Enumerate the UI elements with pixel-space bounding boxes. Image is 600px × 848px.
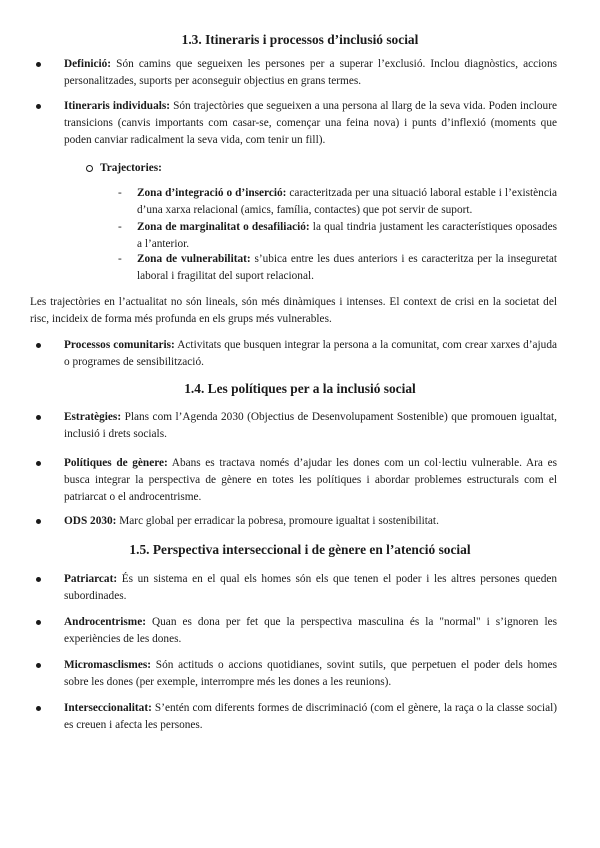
bullet-icon xyxy=(36,519,41,524)
definition: Marc global per erradicar la pobresa, promoure igualtat i sostenibilitat. xyxy=(116,515,439,527)
bullet-androcentrisme xyxy=(53,614,557,648)
term: Definició: xyxy=(64,58,112,70)
definition: Abans es tractava només d’ajudar les dones com un col·lectiu vulnerable. Ara es busca integrar la perspectiva de gènere en totes les polítiques i abordar problemes estructurals com el patriarcat o el androcentrisme. xyxy=(64,457,557,503)
dash-icon: - xyxy=(118,253,122,265)
term: Itineraris individuals: xyxy=(64,100,171,112)
zone-vulnerabilitat xyxy=(118,251,557,285)
term: Interseccionalitat: xyxy=(64,702,152,714)
bullet-interseccionalitat xyxy=(53,700,557,734)
definition: Són trajectòries que segueixen a una persona al llarg de la seva vida. Poden incloure transicions (canvis importants com casar-se, començar una feina nova) i punts d’inflexió (moments que poden canviar radicalment la seva vida, com tenir un fill). xyxy=(64,100,557,146)
sub-heading: Trajectories: xyxy=(100,162,162,174)
bullet-icon xyxy=(36,663,41,668)
term: Estratègies: xyxy=(64,411,122,423)
bullet-icon xyxy=(36,343,41,348)
term: Zona de marginalitat o desafiliació: xyxy=(137,221,310,233)
definition: Són actituds o accions quotidianes, sovint sutils, que perpetuen el poder dels homes sobre les dones (per exemple, interrompre més les dones a les reunions). xyxy=(64,659,557,688)
paragraph-trajectories: Les trajectòries en l’actualitat no són lineals, són més dinàmiques i intenses. El context de crisi en la societat del risc, incideix de forma més profunda en els grups més vulnerables. xyxy=(30,296,557,325)
bullet-icon xyxy=(36,706,41,711)
zone-marginalitat xyxy=(118,219,557,253)
definition: Activitats que busquen integrar la persona a la comunitat, com crear xarxes d’ajuda o programes de sensibilització. xyxy=(64,339,557,368)
circle-bullet-icon xyxy=(86,165,93,172)
bullet-icon xyxy=(36,620,41,625)
dash-icon: - xyxy=(118,221,122,233)
bullet-micromasclismes xyxy=(53,657,557,691)
bullet-icon xyxy=(36,104,41,109)
definition: Plans com l’Agenda 2030 (Objectius de Desenvolupament Sostenible) que promouen igualtat, inclusió i drets socials. xyxy=(64,411,557,440)
dash-icon: - xyxy=(118,187,122,199)
bullet-icon xyxy=(36,415,41,420)
section-1-5-title: 1.5. Perspectiva interseccional i de gènere en l’atenció social xyxy=(129,542,471,557)
term: Zona d’integració o d’inserció: xyxy=(137,187,287,199)
definition: S’entén com diferents formes de discriminació (com el gènere, la raça o la classe social) es creuen i afecta les persones. xyxy=(64,702,557,731)
definition: Quan es dona per fet que la perspectiva masculina és la "normal" i s’ignoren les experiències de les dones. xyxy=(64,616,557,645)
definition: Són camins que segueixen les persones per a superar l’exclusió. Inclou diagnòstics, accions personalitzades, suports per aconseguir objectius en grans termes. xyxy=(64,58,557,87)
definition: caracteritzada per una situació laboral estable i l’existència d’una xarxa relacional (amics, família, contactes) que pot servir de suport. xyxy=(137,187,557,216)
term: Polítiques de gènere: xyxy=(64,457,168,469)
term: Zona de vulnerabilitat: xyxy=(137,253,251,265)
term: ODS 2030: xyxy=(64,515,117,527)
definition: És un sistema en el qual els homes són els que tenen el poder i les altres persones queden subordinades. xyxy=(64,573,557,602)
bullet-estrategies xyxy=(53,409,557,443)
definition: la qual tindria justament les característiques oposades a l’anterior. xyxy=(137,221,557,250)
bullet-icon xyxy=(36,62,41,67)
term: Micromasclismes: xyxy=(64,659,151,671)
bullet-icon xyxy=(36,461,41,466)
term: Processos comunitaris: xyxy=(64,339,175,351)
bullet-politiques-genere xyxy=(53,455,557,506)
bullet-icon xyxy=(36,577,41,582)
section-1-4-title: 1.4. Les polítiques per a la inclusió social xyxy=(184,381,416,396)
bullet-processos-comunitaris xyxy=(53,337,557,371)
section-1-3-title: 1.3. Itineraris i processos d’inclusió social xyxy=(181,32,419,47)
bullet-patriarcat xyxy=(53,571,557,605)
term: Patriarcat: xyxy=(64,573,118,585)
zone-integracio xyxy=(118,185,557,219)
definition: s’ubica entre les dues anteriors i es caracteritza per la inseguretat laboral i fragilitat del suport relacional. xyxy=(137,253,557,282)
bullet-itineraris-individuals xyxy=(53,98,557,149)
term: Androcentrisme: xyxy=(64,616,146,628)
sub-item-trajectories xyxy=(100,160,162,177)
bullet-ods-2030 xyxy=(53,513,557,530)
bullet-definicio xyxy=(53,56,557,90)
